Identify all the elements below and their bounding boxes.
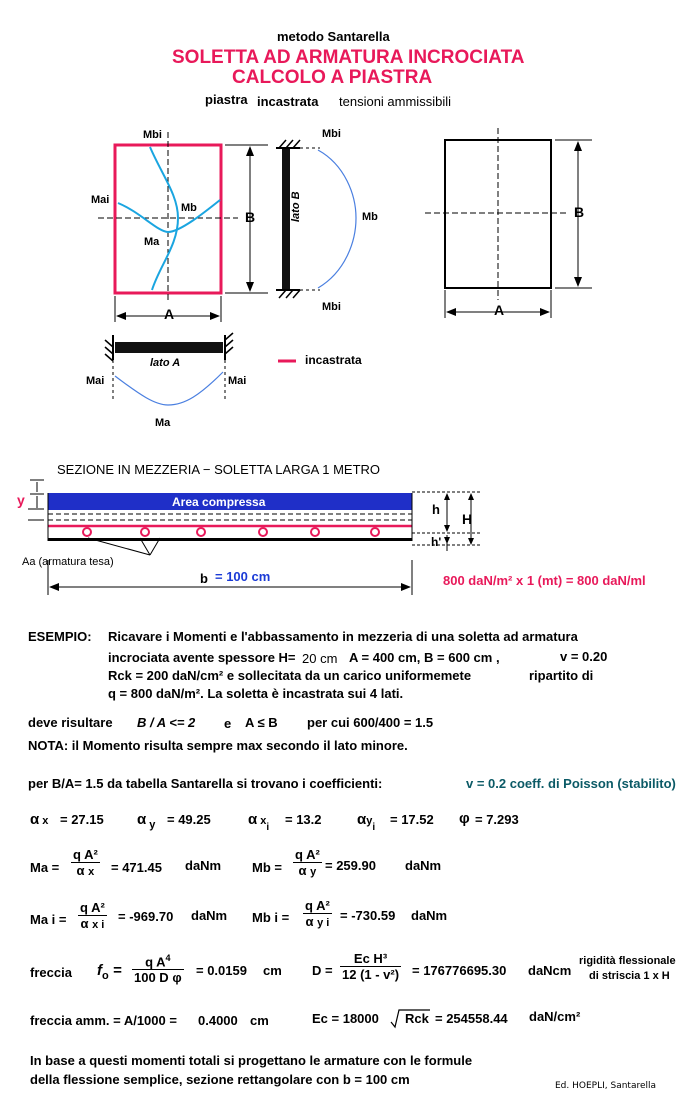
footer-line-2: della flessione semplice, sezione rettangolare con b = 100 cm xyxy=(30,1072,410,1087)
mai-unit: daNm xyxy=(191,908,228,923)
alpha-yi-value: = 17.52 xyxy=(390,812,434,827)
title-line-1: SOLETTA AD ARMATURA INCROCIATA xyxy=(172,47,525,68)
freccia-value: = 0.0159 xyxy=(196,963,247,978)
label-mai-left: Mai xyxy=(86,375,105,387)
ma-fraction: $\frac{\text{q A²}}{\text{α x}}$ xyxy=(73,847,98,878)
moment-curve-side-a xyxy=(115,372,223,405)
label-b: b xyxy=(200,571,208,586)
rebar-circles xyxy=(83,528,379,536)
credit: Ed. HOEPLI, Santarella xyxy=(555,1081,657,1091)
label-mb-side: Mb xyxy=(362,211,378,223)
example-line-1: Ricavare i Momenti e l'abbassamento in mezzeria di una soletta ad armatura xyxy=(108,629,578,644)
label-dim-a-2: A xyxy=(494,302,505,318)
label-dim-b: B xyxy=(245,209,256,225)
label-mbi-side-top: Mbi xyxy=(322,128,341,140)
example-line-2b: 20 cm xyxy=(302,651,338,666)
phi-value: = 7.293 xyxy=(475,812,519,827)
legend-incastrata: incastrata xyxy=(305,353,362,367)
mbi-label: Mb i = xyxy=(252,910,290,925)
ma-unit: daNm xyxy=(185,858,222,873)
label-lato-a: lato A xyxy=(150,357,181,369)
alpha-x-symbol: α x xyxy=(30,811,49,828)
label-dim-b-2: B xyxy=(574,204,585,220)
ma-value: = 471.45 xyxy=(111,860,162,875)
label-mai-plate: Mai xyxy=(91,194,110,206)
label-b-value: = 100 cm xyxy=(215,569,271,584)
label-ma-plate: Ma xyxy=(144,236,160,248)
ec-rck: Rck xyxy=(405,1011,429,1026)
alpha-y-value: = 49.25 xyxy=(167,812,211,827)
label-ma-bottom: Ma xyxy=(155,417,171,429)
alpha-xi-symbol: α $x_i$ xyxy=(248,811,270,833)
load-per-meter: 800 daN/m² x 1 (mt) = 800 daN/ml xyxy=(443,573,646,588)
beam-lato-b xyxy=(282,148,290,290)
label-H: H xyxy=(462,511,473,527)
alpha-x-value: = 27.15 xyxy=(60,812,104,827)
beam-lato-a xyxy=(115,342,223,353)
d-fraction: $\frac{\text{Ec H³}}{\text{12 (1 - v²)}}$ xyxy=(342,951,400,982)
method-label: metodo Santarella xyxy=(277,29,390,44)
example-line-3a: Rck = 200 daN/cm² e sollecitata da un carico uniformemete xyxy=(108,668,472,683)
example-line-2c: A = 400 cm, B = 600 cm , xyxy=(349,650,500,665)
freccia-fraction: $\frac{q A^4}{\text{100 D φ}}$ xyxy=(134,953,182,986)
mbi-unit: daNm xyxy=(411,908,448,923)
mb-unit: daNm xyxy=(405,858,442,873)
d-label: D = xyxy=(312,963,333,978)
ec-unit: daN/cm² xyxy=(529,1009,581,1024)
label-h: h xyxy=(432,502,440,517)
freccia-label: freccia xyxy=(30,965,72,980)
condition-and: e xyxy=(224,716,232,731)
mb-value: = 259.90 xyxy=(325,858,376,873)
mb-label: Mb = xyxy=(252,860,282,875)
ec-label: Ec = 18000 xyxy=(312,1011,379,1026)
label-y: y xyxy=(17,492,25,508)
mai-value: = -969.70 xyxy=(118,909,174,924)
mai-fraction: $\frac{\text{q A²}}{\text{α x i}}$ xyxy=(80,900,105,931)
condition-2: A ≤ B xyxy=(245,715,278,730)
poisson-note: v = 0.2 coeff. di Poisson (stabilito) xyxy=(466,776,676,791)
title-line-2: CALCOLO A PIASTRA xyxy=(232,67,433,88)
label-mbi-side-bottom: Mbi xyxy=(322,301,341,313)
footer-line-1: In base a questi momenti totali si progettano le armature con le formule xyxy=(30,1053,473,1068)
condition-tail: per cui 600/400 = 1.5 xyxy=(307,715,434,730)
subtitle-piastra: piastra xyxy=(205,92,248,107)
section-title: SEZIONE IN MEZZERIA − SOLETTA LARGA 1 METRO xyxy=(57,462,381,477)
freccia-amm-value: 0.4000 xyxy=(198,1013,238,1028)
freccia-amm-label: freccia amm. = A/1000 = xyxy=(30,1013,177,1028)
mbi-value: = -730.59 xyxy=(340,908,396,923)
label-h-prime: h' xyxy=(431,535,442,549)
example-line-2d: v = 0.20 xyxy=(560,649,608,664)
moment-curve-side-b xyxy=(318,150,356,288)
freccia-unit: cm xyxy=(263,963,282,978)
condition-1: B / A <= 2 xyxy=(137,715,196,730)
nota: NOTA: il Momento risulta sempre max secondo il lato minore. xyxy=(28,738,408,753)
example-line-4: q = 800 daN/m². La soletta è incastrata sui 4 lati. xyxy=(108,686,404,701)
example-line-2a: incrociata avente spessore H= xyxy=(108,650,296,665)
label-lato-b: lato B xyxy=(290,191,302,222)
condition-lead: deve risultare xyxy=(28,715,113,730)
mbi-fraction: $\frac{\text{q A²}}{\text{α y i}}$ xyxy=(305,898,330,929)
label-mai-right: Mai xyxy=(228,375,247,387)
label-dim-a: A xyxy=(164,306,175,322)
label-mbi-plate: Mbi xyxy=(143,129,162,141)
phi-symbol: φ xyxy=(459,810,470,827)
example-label: ESEMPIO: xyxy=(28,629,92,644)
d-value: = 176776695.30 xyxy=(412,963,507,978)
ma-label: Ma = xyxy=(30,860,60,875)
subtitle-incastrata: incastrata xyxy=(257,94,319,109)
mai-label: Ma i = xyxy=(30,912,67,927)
rigidita-line-2: di striscia 1 x H xyxy=(589,970,670,982)
label-armatura-tesa: Aa (armatura tesa) xyxy=(22,556,114,568)
alpha-y-symbol: α $_y$ xyxy=(137,811,156,831)
rigidita-line-1: rigidità flessionale xyxy=(579,955,676,967)
coeff-intro: per B/A= 1.5 da tabella Santarella si trovano i coefficienti: xyxy=(28,776,383,791)
ec-value: = 254558.44 xyxy=(435,1011,508,1026)
label-area-compressa: Area compressa xyxy=(172,495,266,509)
moment-curve-mb xyxy=(118,200,220,232)
alpha-xi-value: = 13.2 xyxy=(285,812,322,827)
label-mb-plate: Mb xyxy=(181,202,197,214)
d-unit: daNcm xyxy=(528,963,572,978)
freccia-amm-unit: cm xyxy=(250,1013,269,1028)
subtitle-tensioni: tensioni ammissibili xyxy=(339,94,451,109)
fo-symbol: $f_o$ = xyxy=(97,962,122,982)
mb-fraction: $\frac{\text{q A²}}{\text{α y}}$ xyxy=(295,847,320,878)
alpha-yi-symbol: $\alpha y_i$ xyxy=(357,811,376,833)
example-line-3b: ripartito di xyxy=(529,668,594,683)
